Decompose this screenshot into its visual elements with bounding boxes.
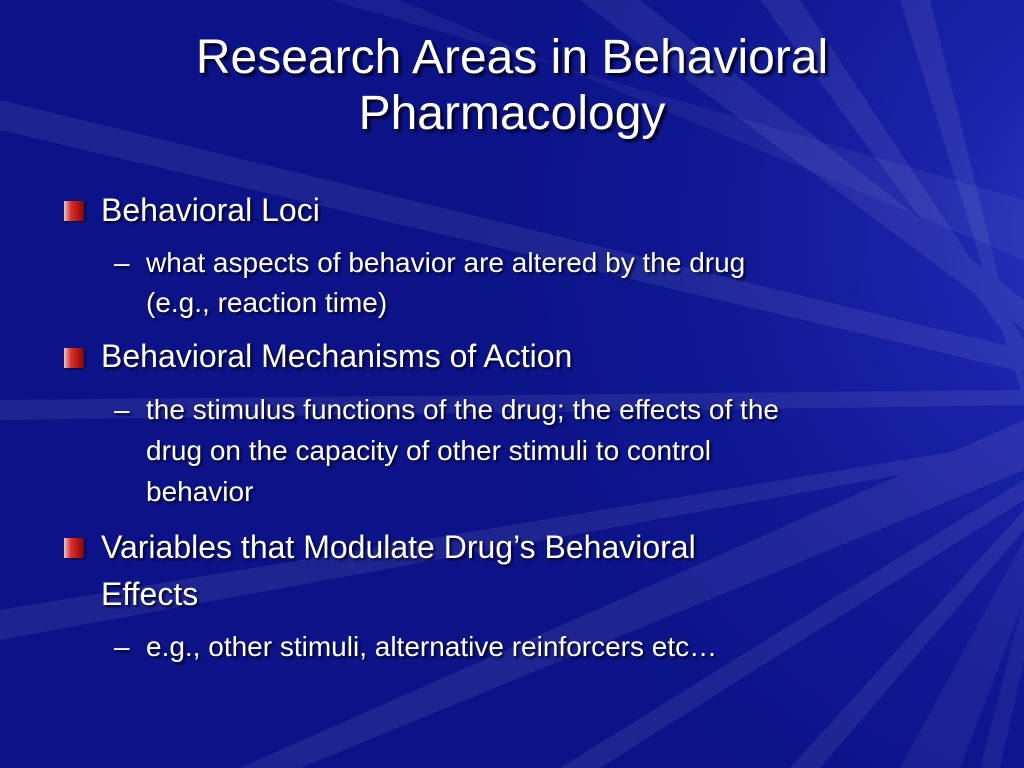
square-bullet-icon <box>64 348 84 368</box>
sub-bullet-line: (e.g., reaction time) <box>146 287 388 318</box>
slide-title-line-2: Pharmacology <box>358 87 666 140</box>
sub-bullet-line: behavior <box>146 476 254 507</box>
sub-bullet-line: e.g., other stimuli, alternative reinforcers etc… <box>146 631 718 662</box>
sub-bullet-line: drug on the capacity of other stimuli to control <box>146 435 711 466</box>
dash-icon: – <box>114 631 130 662</box>
square-bullet-icon <box>64 201 84 221</box>
square-bullet-icon <box>64 538 84 558</box>
bullet-item-mechanisms: Behavioral Mechanisms of Action <box>101 338 573 374</box>
dash-icon: – <box>114 394 130 425</box>
sub-bullet-line: the stimulus functions of the drug; the effects of the <box>146 394 779 425</box>
sub-bullet-line: what aspects of behavior are altered by the drug <box>146 247 746 278</box>
dash-icon: – <box>114 247 130 278</box>
slide-title-line-1: Research Areas in Behavioral <box>195 31 829 84</box>
bullet-item-variables: Variables that Modulate Drug’s Behavioral <box>101 529 696 565</box>
bullet-item-variables-cont: Effects <box>101 576 199 612</box>
bullet-item-behavioral-loci: Behavioral Loci <box>101 192 320 228</box>
